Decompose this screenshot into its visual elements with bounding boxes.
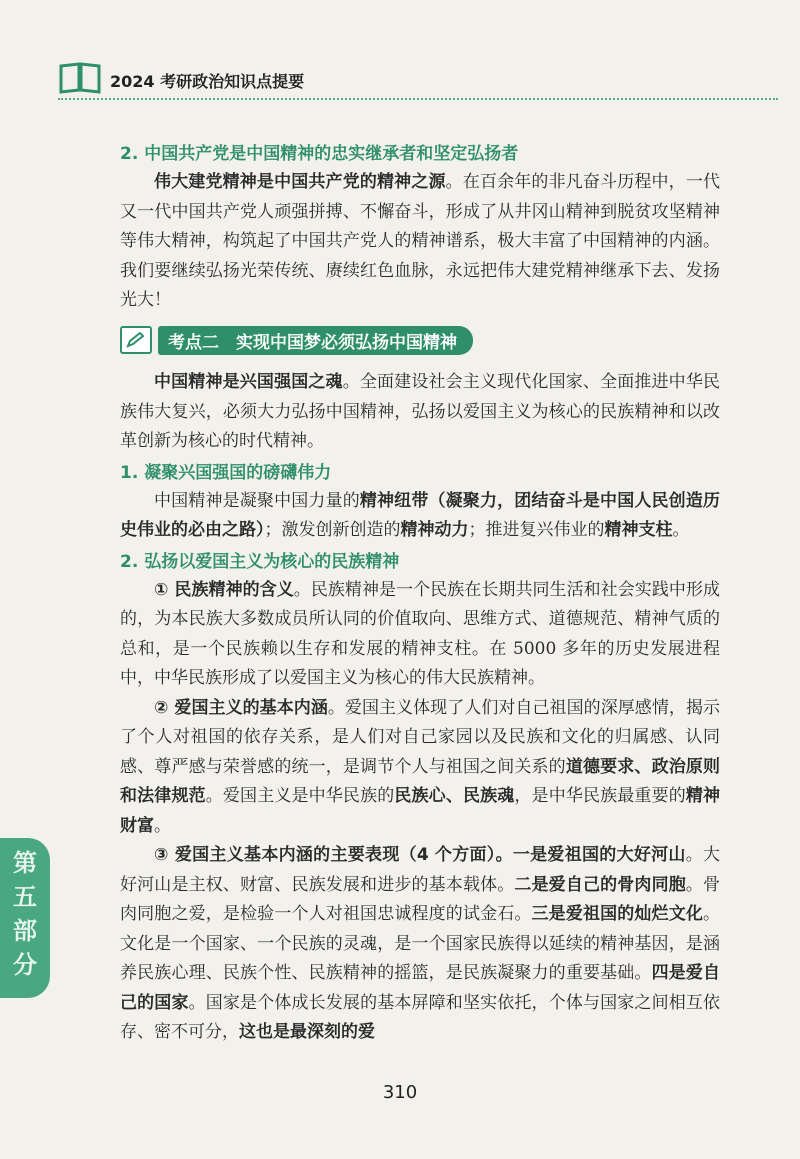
side-tab-char: 分 [13, 951, 37, 979]
bold-text: 这也是最深刻的爱 [239, 1022, 375, 1042]
bold-text: 精神动力 [400, 520, 469, 540]
bold-text: 精神财富 [120, 786, 721, 836]
text: 。大好河山是主权、财富、民族发展和进步的基本载体。 [120, 845, 721, 895]
text: 中国精神是凝聚中国力量的 [154, 490, 360, 511]
bold-text: 。一是爱祖国的大好河山 [495, 845, 686, 865]
text: 。全面建设社会主义现代化国家、全面推进中华民族伟大复兴，必须大力弘扬中国精神，弘扬以爱国主义为核心的民族精神和以改革创新为核心的时代精神。 [120, 372, 720, 451]
text: 。文化是一个国家、一个民族的灵魂，是一个国家民族得以延续的精神基因，是涵养民族心理、民族个性、民族精神的摇篮，是民族凝聚力的重要基础。 [120, 904, 721, 983]
kaodian-label: 考点二 实现中国梦必须弘扬中国精神 [158, 326, 473, 355]
bold-text: 精神纽带（凝聚力，团结奋斗是中国人民创造历史伟业的必由之路） [120, 490, 720, 540]
paragraph [120, 487, 720, 546]
part-side-tab [0, 838, 50, 998]
running-header [58, 60, 778, 100]
text: ；激发创新创造的 [264, 520, 401, 540]
bold-text: ① 民族精神的含义 [154, 579, 294, 600]
section-heading: 1. 凝聚兴国强国的磅礴伟力 [120, 462, 332, 483]
bold-text: 中国精神是兴国强国之魂 [154, 372, 343, 392]
section-heading: 2. 弘扬以爱国主义为核心的民族精神 [120, 551, 400, 572]
bold-text: 四是爱自己的国家 [120, 963, 721, 1013]
section-heading: 2. 中国共产党是中国精神的忠实继承者和坚定弘扬者 [120, 144, 519, 164]
text: 。爱国主义体现了人们对自己祖国的深厚感情，揭示了个人对祖国的依存关系，是人们对自己家园以及民族和文化的归属感、认同感、尊严感与荣誉感的统一，是调节个人与祖国之间关系的 [120, 697, 720, 777]
paragraph [120, 694, 720, 842]
kaodian-banner [120, 326, 473, 354]
bold-text: 伟大建党精神是中国共产党的精神之源 [154, 172, 446, 192]
text: 。骨肉同胞之爱，是检验一个人对祖国忠诚程度的试金石。 [120, 874, 721, 924]
text: ，是中华民族最重要的 [514, 786, 686, 806]
text: 。在百余年的非凡奋斗历程中，一代又一代中国共产党人顽强拼搏、不懈奋斗，形成了从井冈山精神到脱贫攻坚精神等伟大精神，构筑起了中国共产党人的精神谱系，极大丰富了中国精神的内涵。我们要继续弘扬光荣传统、赓续红色血脉，永远把伟大建党精神继承下去、发扬光大！ [120, 172, 720, 310]
header-title: 2024 考研政治知识点提要 [110, 72, 305, 91]
text: ；推进复兴伟业的 [468, 520, 605, 540]
text: 。 [672, 520, 690, 540]
side-tab-char: 部 [13, 917, 37, 945]
open-book-icon [58, 60, 102, 94]
paragraph [120, 841, 720, 1048]
text: 。民族精神是一个民族在长期共同生活和社会实践中形成的，为本民族大多数成员所认同的价值取向、思维方式、道德规范、精神气质的总和，是一个民族赖以生存和发展的精神支柱。在 5000 多年的历史发展进程中，中华民族形成了以爱国主义为核心的伟大民族精神。 [120, 579, 721, 688]
text: 。爱国主义是中华民族的 [205, 786, 395, 806]
bold-text: 道德要求、政治原则和法律规范 [120, 756, 721, 806]
side-tab-char: 第 [13, 849, 37, 877]
page-body [120, 140, 720, 316]
text: 。国家是个体成长发展的基本屏障和坚实依托，个体与国家之间相互依存、密不可分， [120, 992, 721, 1042]
text: 。 [154, 815, 171, 836]
bold-text: 民族心、民族魂 [394, 786, 515, 806]
paragraph [120, 168, 720, 316]
bold-text: ③ 爱国主义基本内涵的主要表现（4 个方面） [154, 845, 496, 865]
pencil-icon [120, 326, 152, 354]
page-number: 310 [382, 1082, 418, 1103]
bold-text: ② 爱国主义的基本内涵 [154, 697, 328, 718]
paragraph [120, 368, 720, 457]
side-tab-char: 五 [13, 883, 37, 911]
bold-text: 精神支柱 [604, 520, 673, 540]
page-body-2 [120, 368, 720, 1048]
bold-text: 二是爱自己的骨肉同胞 [514, 874, 686, 895]
paragraph [120, 576, 720, 694]
bold-text: 三是爱祖国的灿烂文化 [531, 904, 704, 924]
